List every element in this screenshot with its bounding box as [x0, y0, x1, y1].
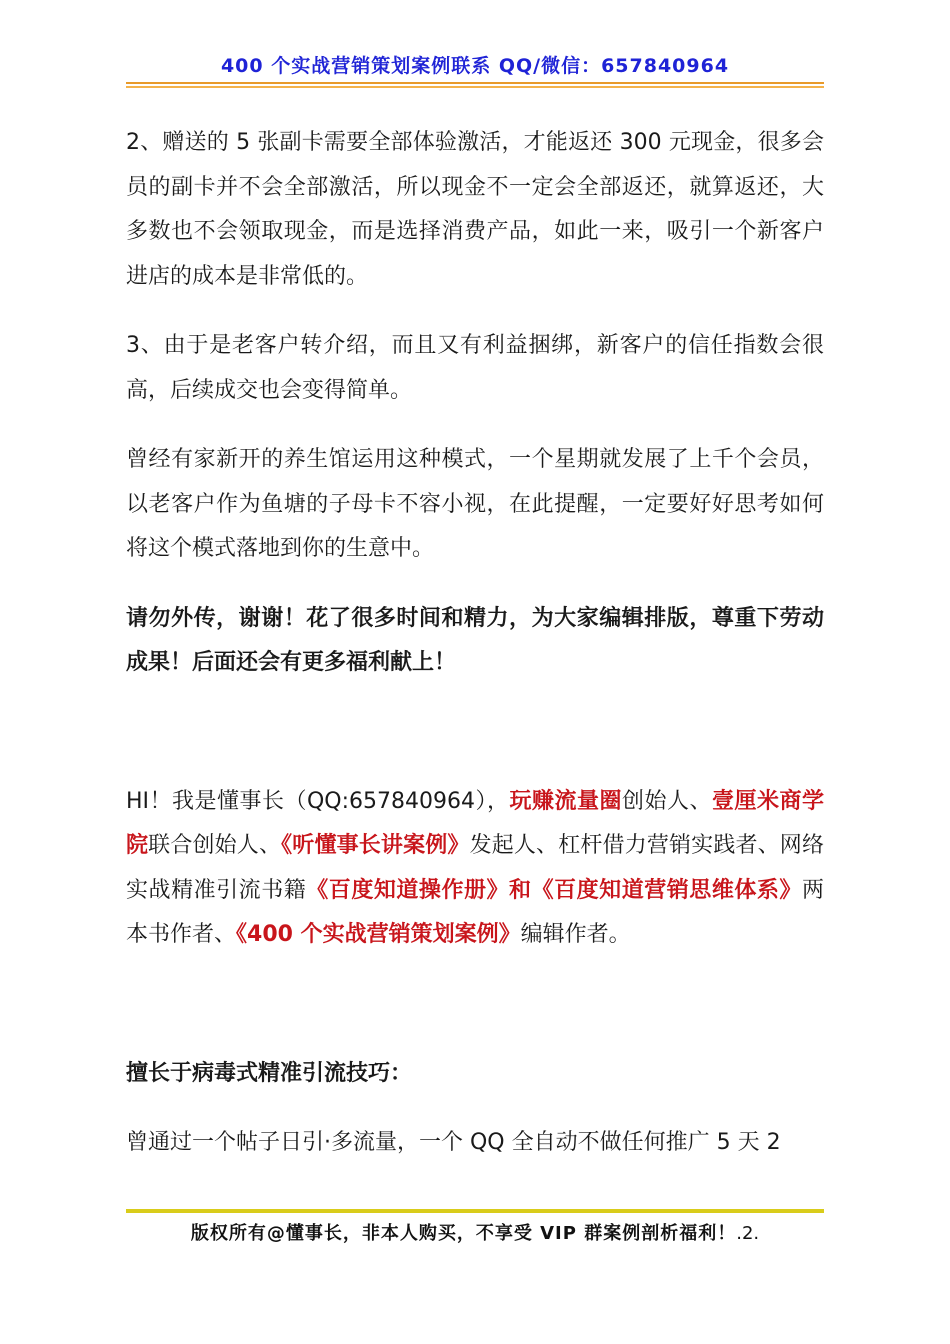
bio-role-5: 编辑作者。	[520, 922, 631, 947]
bio-intro: HI！我是懂事长（QQ:657840964），	[126, 788, 510, 814]
paragraph-point-2: 2、赠送的 5 张副卡需要全部体验激活，才能返还 300 元现金，很多会员的副卡并不会全部激活，所以现金不一定会全部返还，就算返还，大多数也不会领取现金，而是选择消费产品，如此一来，吸引一个新客户进店的成本是非常低的。	[126, 130, 824, 289]
paragraph-notice: 请勿外传，谢谢！花了很多时间和精力，为大家编辑排版，尊重下劳动成果！后面还会有更多福利献上！	[126, 605, 824, 675]
footer-rule	[126, 1209, 824, 1213]
header-contact: 400 个实战营销策划案例联系 QQ/微信：657840964	[220, 55, 730, 77]
bio-books: 《百度知道操作册》和《百度知道营销思维体系》	[306, 877, 802, 903]
paragraph-point-3: 3、由于是老客户转介绍，而且又有利益捆绑，新客户的信任指数会很高，后续成交也会变得简单。	[126, 333, 824, 403]
skills-heading: 擅长于病毒式精准引流技巧：	[126, 1060, 413, 1086]
skills-text: 曾通过一个帖子日引·多流量，一个 QQ 全自动不做任何推广 5 天 2	[126, 1130, 781, 1155]
footer-copyright	[126, 1220, 824, 1248]
page-number: .2.	[736, 1223, 760, 1244]
bio-brand-1: 玩赚流量圈	[509, 788, 622, 814]
bio-role-4: 两本书作者、	[126, 877, 824, 947]
paragraph-case-story: 曾经有家新开的养生馆运用这种模式，一个星期就发展了上千个会员，以老客户作为鱼塘的子母卡不容小视，在此提醒，一定要好好思考如何将这个模式落地到你的生意中。	[126, 447, 824, 561]
paragraph-author-bio	[126, 780, 824, 958]
bio-brand-4: 《400 个实战营销策划案例》	[236, 922, 521, 947]
header-rule	[126, 82, 824, 84]
bio-role-3: 发起人、杠杆借力营销实践者、网络实战精准引流书籍	[126, 833, 824, 903]
footer-text: 版权所有@懂事长，非本人购买，不享受 VIP 群案例剖析福利！	[190, 1223, 737, 1244]
header-rule-secondary	[126, 86, 824, 88]
bio-brand-3: 《听懂事长讲案例》	[281, 833, 470, 858]
bio-role-2: 联合创始人、	[148, 833, 282, 858]
bio-brand-2: 壹厘米商学院	[126, 788, 824, 858]
bio-role-1: 创始人、	[622, 788, 712, 814]
document-body	[126, 121, 824, 1166]
